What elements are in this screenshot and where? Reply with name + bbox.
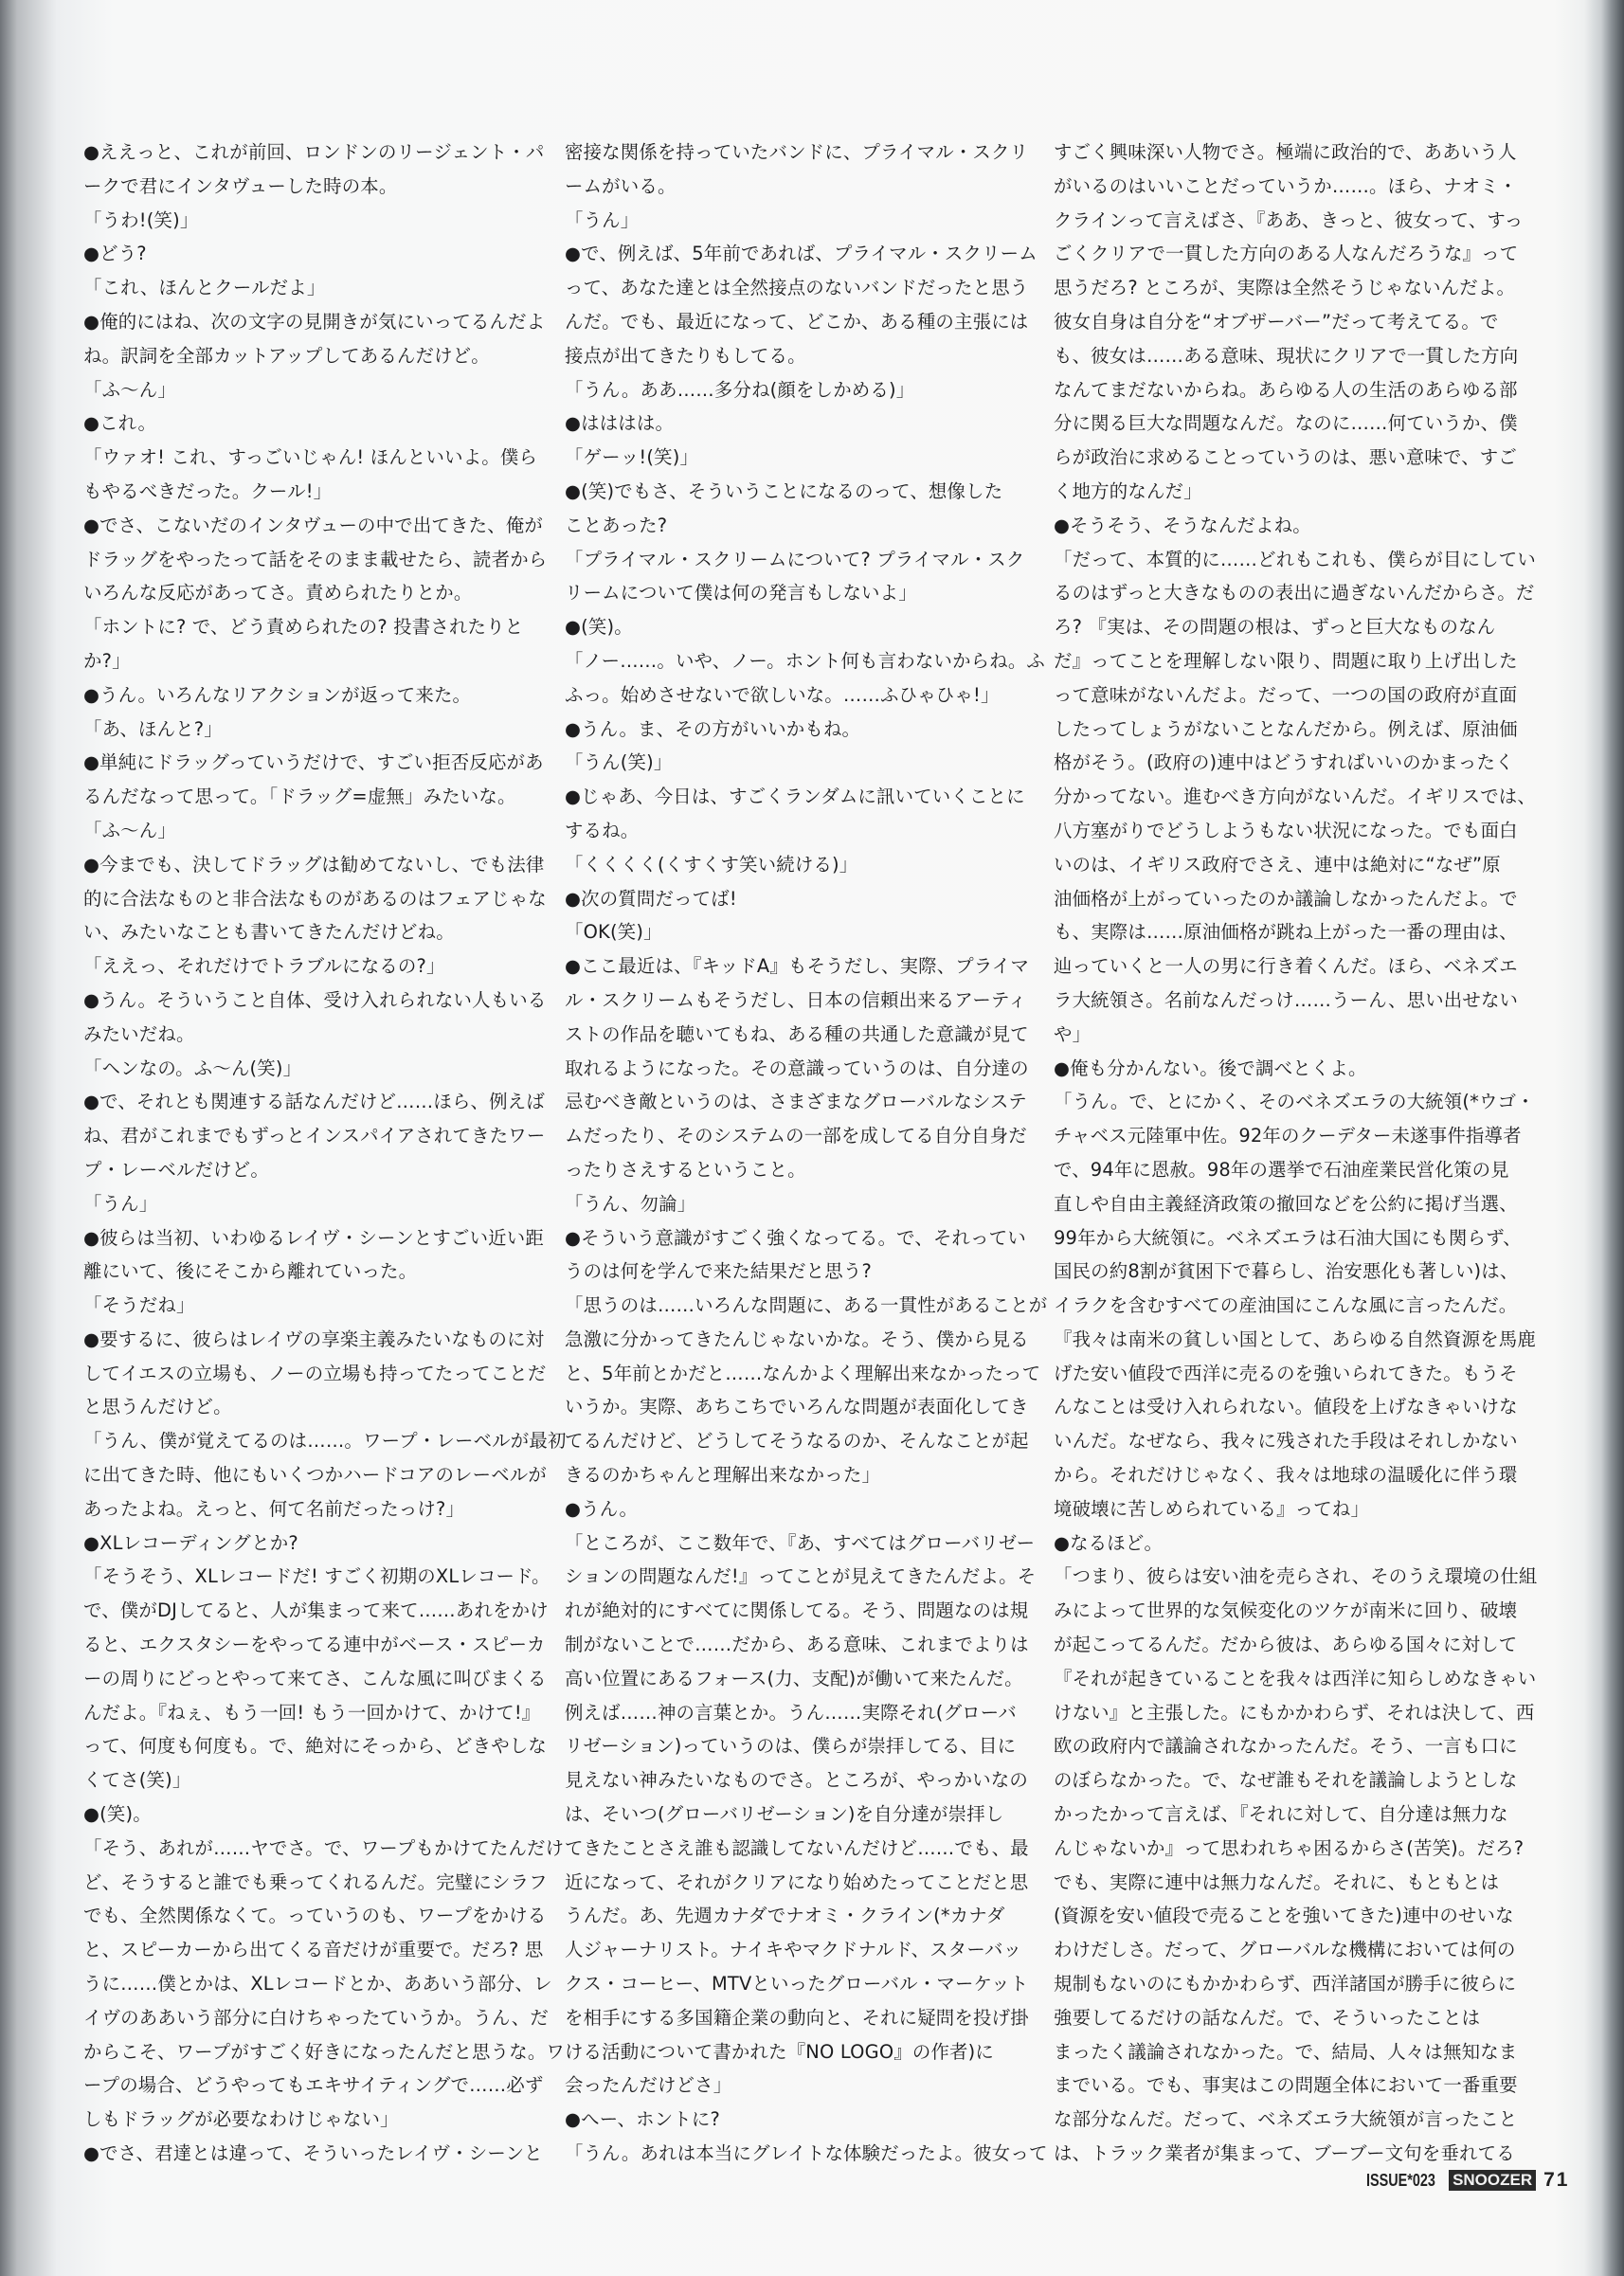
text-line: 「ノー……。いや、ノー。ホント何も言わないからね。ふ [565,649,1046,672]
text-line: 的に合法なものと非合法なものがあるのはフェアじゃな [83,887,547,910]
text-line: いろんな反応があってさ。責められたりとか。 [83,582,473,605]
text-line: は、トラック業者が集まって、ブーブー文句を垂れてる [1054,2142,1515,2165]
text-line: ープの場合、どうやってもエキサイティングで……必ず [83,2074,544,2097]
text-line: ドラッグをやったって話をそのまま載せたら、読者から [83,548,548,570]
text-line: 分に関る巨大な問題なんだ。なのに……何ていうか、僕 [1054,412,1518,435]
text-line: 「うん。で、とにかく、そのベネズエラの大統領(*ウゴ・ [1054,1091,1535,1113]
text-line: 見えない神みたいなものでさ。ところが、やっかいなの [565,1769,1028,1792]
text-line: ろ? 『実は、その問題の根は、ずっと巨大なものなん [1054,616,1496,639]
text-line: な部分なんだ。だって、ベネズエラ大統領が言ったこと [1054,2108,1518,2131]
text-line: は、そいつ(グローバリゼーション)を自分達が崇拝し [565,1803,1004,1826]
text-line: い、みたいなことも書いてきたんだけどね。 [83,921,455,944]
text-line: らが政治に求めることっていうのは、悪い意味で、すご [1054,446,1517,469]
text-line: ●(笑)でもさ、そういうことになるのって、想像した [565,479,1003,502]
text-line: って意味がないんだよ。だって、一つの国の政府が直面 [1054,683,1518,706]
text-line: と、スピーカーから出てくる音だけが重要で。だろ? 思 [83,1939,544,1961]
text-line: ●ここ最近は、『キッドA』もそうだし、実際、プライマ [565,955,1030,978]
text-line: ことあった? [565,514,668,536]
text-line: ●で、例えば、5年前であれば、プライマル・スクリーム [565,243,1038,265]
text-line: ね。訳詞を全部カットアップしてあるんだけど。 [83,344,490,367]
text-line: 「ウァオ! これ、すっごいじゃん! ほんといいよ。僕ら [83,446,538,469]
text-line: もやるべきだった。クール!」 [83,479,333,502]
text-line: 境破壊に苦しめられている』ってね」 [1054,1497,1370,1520]
text-line: うのは何を学んで来た結果だと思う? [565,1260,872,1283]
text-line: ったりさえするということ。 [565,1158,806,1181]
text-line: 「あ、ほんと?」 [83,717,223,740]
text-line: 格がそう。(政府の)連中はどうすればいいのかまったく [1054,751,1514,774]
text-line: 「ふ〜ん」 [83,819,176,841]
text-line: く地方的なんだ」 [1054,479,1202,502]
text-line: 油価格が上がっていったのか議論しなかったんだよ。で [1054,887,1518,910]
text-line: 接点が出てきたりもしてる。 [565,344,806,367]
text-line: イヴのああいう部分に白けちゃったていうか。うん、だ [83,2006,549,2029]
text-line: ●そういう意識がすごく強くなってる。で、それってい [565,1226,1026,1249]
text-line: ●次の質問だってば! [565,887,737,910]
text-line: 「思うのは……いろんな問題に、ある一貫性があることが [565,1294,1048,1317]
text-line: てきたことさえ誰も認識してないんだけど……でも、最 [565,1836,1029,1859]
text-line: ●へー、ホントに? [565,2108,720,2131]
text-line: 「うん」 [565,208,640,231]
text-line: リームについて僕は何の発言もしないよ」 [565,582,917,605]
text-line: 「うわ!(笑)」 [83,208,199,231]
text-line: るんだなって思って。「ドラッグ=虚無」みたいな。 [83,786,516,808]
text-line: みによって世界的な気候変化のツケが南米に回り、破壊 [1054,1599,1518,1622]
text-line: 「ゲーッ!(笑)」 [565,446,699,469]
text-line: から。それだけじゃなく、我々は地球の温暖化に伴う環 [1054,1464,1518,1487]
text-line: 辿っていくと一人の男に行き着くんだ。ほら、ベネズエ [1054,955,1518,978]
text-line: と、5年前とかだと……なんかよく理解出来なかったって [565,1362,1041,1384]
text-line: みたいだね。 [83,1022,195,1045]
text-line: だ』ってことを理解しない限り、問題に取り上げ出した [1054,649,1518,672]
text-line: で、94年に恩赦。98年の選挙で石油産業民営化策の見 [1054,1158,1509,1181]
text-line: や」 [1054,1022,1092,1045]
text-line: ふっ。始めさせないで欲しいな。……ふひゃひゃ!」 [565,683,1000,706]
text-line: がいるのはいいことだっていうか……。ほら、ナオミ・ [1054,174,1518,197]
text-line: 「うん、勿論」 [565,1192,696,1215]
text-line: リゼーション)っていうのは、僕らが崇拝してる、目に [565,1735,1017,1758]
text-line: ーの周りにどっとやって来てさ、こんな風に叫びまくる [83,1667,547,1689]
text-line: 「そうだね」 [83,1294,195,1317]
page-number: 71 [1543,2169,1570,2191]
text-line: 「これ、ほんとクールだよ」 [83,277,326,299]
text-line: うんだ。あ、先週カナダでナオミ・クライン(*カナダ [565,1905,1005,1927]
text-line: 八方塞がりでどうしようもない状況になった。でも面白 [1054,819,1518,841]
text-line: 分かってない。進むべき方向がないんだ。イギリスでは、 [1054,786,1536,808]
text-line: 直しや自由主義経済政策の撤回などを公約に掲げ当選、 [1054,1192,1518,1215]
text-column-3 [1054,135,1538,2171]
text-line: 高い位置にあるフォース(力、支配)が働いて来たんだ。 [565,1667,1023,1689]
text-line: 「うん。ああ……多分ね(顔をしかめる)」 [565,378,915,401]
text-line: ションの問題なんだ!』ってことが見えてきたんだよ。そ [565,1565,1037,1588]
text-line: (資源を安い値段で売ることを強いてきた)連中のせいな [1054,1905,1514,1927]
text-line: わけだしさ。だって、グローバルな機構においては何の [1054,1939,1516,1961]
text-line: すごく興味深い人物でさ。極端に政治的で、ああいう人 [1054,141,1517,163]
text-line: ●でさ、君達とは違って、そういったレイヴ・シーンと [83,2142,543,2165]
text-line: 離にいて、後にそこから離れていった。 [83,1260,418,1283]
text-line: うに……僕とかは、XLレコードとか、ああいう部分、レ [83,1973,552,1996]
text-line: 『それが起きていることを我々は西洋に知らしめなきゃい [1054,1667,1537,1689]
text-line: 近になって、それがクリアになり始めたってことだと思 [565,1870,1029,1893]
text-line: 「くくくく(くすくす笑い続ける)」 [565,853,858,876]
text-line: てるんだけど、どうしてそうなるのか、そんなことが起 [565,1430,1029,1453]
text-line: いうか。実際、あちこちでいろんな問題が表面化してき [565,1396,1029,1418]
issue-number: ISSUE*023 [1366,2170,1435,2190]
text-line: ●単純にドラッグっていうだけで、すごい拒否反応があ [83,751,544,774]
text-line: も、実際は……原油価格が跳ね上がった一番の理由は、 [1054,921,1518,944]
text-line: ル・スクリームもそうだし、日本の信頼出来るアーティ [565,988,1027,1011]
text-line: げた安い値段で西洋に売るのを強いられてきた。もうそ [1054,1362,1518,1384]
text-line: 人ジャーナリスト。ナイキやマクドナルド、スターバッ [565,1939,1022,1961]
text-line: ●なるほど。 [1054,1531,1164,1554]
text-line: で、僕がDJしてると、人が集まって来て……あれをかけ [83,1599,549,1622]
text-line: のぼらなかった。で、なぜ誰もそれを議論しようとしな [1054,1769,1518,1792]
text-line: 強要してるだけの話なんだ。で、そういったことは [1054,2006,1481,2029]
text-line: に出てきた時、他にもいくつかハードコアのレーベルが [83,1464,547,1487]
text-line: 「うん(笑)」 [565,751,673,774]
text-line: けない』と主張した。にもかかわらず、それは決して、西 [1054,1701,1535,1724]
text-line: ームがいる。 [565,174,677,197]
page-footer [1366,2169,1569,2192]
text-line: ●うん。いろんなリアクションが返って来た。 [83,683,472,706]
text-line: か?」 [83,649,131,672]
text-line: んなことは受け入れられない。値段を上げなきゃいけな [1054,1396,1518,1418]
text-line: 「ホントに? で、どう責められたの? 投書されたりと [83,616,524,639]
text-line: 規制もないのにもかかわらず、西洋諸国が勝手に彼らに [1054,1973,1517,1996]
text-line: ●俺も分かんない。後で調べとくよ。 [1054,1057,1367,1079]
text-line: ●俺的にはね、次の文字の見開きが気にいってるんだよ [83,310,546,333]
text-line: 欧の政府内で議論されなかったんだ。そう、一言も口に [1054,1735,1518,1758]
text-line: ●XLレコーディングとか? [83,1531,298,1554]
text-line: 密接な関係を持っていたバンドに、プライマル・スクリ [565,141,1029,163]
text-line: 『我々は南米の貧しい国として、あらゆる自然資源を馬鹿 [1054,1328,1536,1350]
text-line: ●うん。ま、その方がいいかもね。 [565,717,861,740]
text-line: したってしょうがないことなんだから。例えば、原油価 [1054,717,1518,740]
text-line: 「うん」 [83,1192,158,1215]
text-line: れが絶対的にすべてに関係してる。そう、問題なのは規 [565,1599,1029,1622]
text-line: くてさ(笑)」 [83,1769,191,1792]
text-line: ●これ。 [83,412,157,435]
text-line: いんだ。なぜなら、我々に残された手段はそれしかない [1054,1430,1518,1453]
text-line: ●彼らは当初、いわゆるレイヴ・シーンとすごい近い距 [83,1226,544,1249]
text-line: が起こってるんだ。だから彼は、あらゆる国々に対して [1054,1634,1518,1656]
text-line: 制がないことで……だから、ある意味、これまでよりは [565,1634,1029,1656]
text-line: 「だって、本質的に……どれもこれも、僕らが目にしてい [1054,548,1536,570]
text-line: と思うんだけど。 [83,1396,232,1418]
text-line: 「つまり、彼らは安い油を売らされ、そのうえ環境の仕組 [1054,1565,1538,1588]
text-line: ●じゃあ、今日は、すごくランダムに訊いていくことに [565,786,1025,808]
text-line: プ・レーベルだけど。 [83,1158,269,1181]
text-line: ●うん。そういうこと自体、受け入れられない人もいる [83,988,547,1011]
text-line: も、彼女は……ある意味、現状にクリアで一貫した方向 [1054,344,1519,367]
text-line: ●ええっと、これが前回、ロンドンのリージェント・パ [83,141,545,163]
text-line: って、何度も何度も。で、絶対にそっから、どきやしな [83,1735,547,1758]
text-line: まったく議論されなかった。で、結局、人々は無知なま [1054,2040,1518,2063]
text-line: 「ええっ、それだけでトラブルになるの?」 [83,955,445,978]
text-line: 急激に分かってきたんじゃないかな。そう、僕から見る [565,1328,1029,1350]
text-line: きるのかちゃんと理解出来なかった」 [565,1464,881,1487]
text-line: いのは、イギリス政府でさえ、連中は絶対に“なぜ”原 [1054,853,1501,876]
text-line: 「ふ〜ん」 [83,378,176,401]
text-line: 会ったんだけどさ」 [565,2074,732,2097]
text-line: ●で、それとも関連する話なんだけど……ほら、例えば [83,1091,545,1113]
text-line: ●はははは。 [565,412,675,435]
text-line: しもドラッグが必要なわけじゃない」 [83,2108,399,2131]
text-line: ●(笑)。 [83,1803,152,1826]
text-line: 取れるようになった。その意識っていうのは、自分達の [565,1057,1029,1079]
text-line: んだよ。『ねぇ、もう一回! もう一回かけて、かけて!』 [83,1701,541,1724]
text-line: してイエスの立場も、ノーの立場も持ってたってことだ [83,1362,547,1384]
text-line: ラ大統領さ。名前なんだっけ……うーん、思い出せない [1054,988,1519,1011]
text-line: でも、全然関係なくて。っていうのも、ワープをかける [83,1905,547,1927]
text-line: ●うん。 [565,1497,639,1520]
text-line: を相手にする多国籍企業の動向と、それに疑問を投げ掛 [565,2006,1029,2029]
text-line: 思うだろ? ところが、実際は全然そうじゃないんだよ。 [1054,277,1516,299]
text-line: クラインって言えばさ、『ああ、きっと、彼女って、すっ [1054,208,1524,231]
text-line: 国民の約8割が貧困下で暮らし、治安悪化も著しい)は、 [1054,1260,1519,1283]
text-line: あったよね。えっと、何て名前だったっけ?」 [83,1497,465,1520]
text-line: るのはずっと大きなものの表出に過ぎないんだからさ。だ [1054,582,1535,605]
text-line: ●(笑)。 [565,616,633,639]
text-column-1 [83,135,567,2171]
text-line: 「ヘンなの。ふ〜ん(笑)」 [83,1057,302,1079]
text-line: 彼女自身は自分を“オブザーバー”だって考えてる。で [1054,310,1499,333]
text-line: んだ。でも、最近になって、どこか、ある種の主張には [565,310,1029,333]
text-line: 99年から大統領に。ベネズエラは石油大国にも関らず、 [1054,1226,1522,1249]
text-line: でも、実際に連中は無力なんだ。それに、もともとは [1054,1870,1500,1893]
text-line: ●そうそう、そうなんだよね。 [1054,514,1311,536]
text-line: イラクを含むすべての産油国にこんな風に言ったんだ。 [1054,1294,1518,1317]
magazine-logo: SNOOZER [1449,2170,1536,2191]
text-line: までいる。でも、事実はこの問題全体において一番重要 [1054,2074,1518,2097]
text-line: するね。 [565,819,640,841]
text-line: ける活動について書かれた『NO LOGO』の作者)に [565,2040,995,2063]
text-line: 「ところが、ここ数年で、『あ、すべてはグローバリゼー [565,1531,1036,1554]
text-line: 「うん。あれは本当にグレイトな体験だったよ。彼女って [565,2142,1048,2165]
text-line: って、あなた達とは全然接点のないバンドだったと思う [565,277,1029,299]
text-line: からこそ、ワープがすごく好きになったんだと思うな。ワ [83,2040,565,2063]
text-line: 「うん、僕が覚えてるのは……。ワープ・レーベルが最初 [83,1430,567,1453]
text-line: ど、そうすると誰でも乗ってくれるんだ。完璧にシラフ [83,1870,548,1893]
text-line: ムだったり、そのシステムの一部を成してる自分自身だ [565,1125,1027,1147]
text-line: ●でさ、こないだのインタヴューの中で出てきた、俺が [83,514,543,536]
text-column-2 [565,135,1048,2171]
text-line: 例えば……神の言葉とか。うん……実際それ(グローバ [565,1701,1017,1724]
text-line: なんてまだないからね。あらゆる人の生活のあらゆる部 [1054,378,1518,401]
text-line: 「そうそう、XLレコードだ! すごく初期のXLレコード。 [83,1565,550,1588]
text-line: かったかって言えば、『それに対して、自分達は無力な [1054,1803,1508,1826]
text-line: 「そう、あれが……ヤでさ。で、ワープもかけてたんだけ [83,1836,565,1859]
text-line: ●要するに、彼らはレイヴの享楽主義みたいなものに対 [83,1328,545,1350]
text-line: 「OK(笑)」 [565,921,662,944]
text-line: 「プライマル・スクリームについて? プライマル・スク [565,548,1025,570]
text-line: ストの作品を聴いてもね、ある種の共通した意識が見て [565,1022,1029,1045]
text-line: クス・コーヒー、MTVといったグローバル・マーケット [565,1973,1029,1996]
text-line: ごくクリアで一貫した方向のある人なんだろうな』って [1054,243,1519,265]
text-line: ると、エクスタシーをやってる連中がベース・スピーカ [83,1634,546,1656]
text-line: 忌むべき敵というのは、さまざまなグローバルなシステ [565,1091,1027,1113]
text-line: ●今までも、決してドラッグは勧めてないし、でも法律 [83,853,545,876]
text-line: ●どう? [83,243,147,265]
text-line: ークで君にインタヴューした時の本。 [83,174,398,197]
text-line: ね、君がこれまでもずっとインスパイアされてきたワー [83,1125,546,1147]
text-line: んじゃないか』って思われちゃ困るからさ(苦笑)。だろ? [1054,1836,1525,1859]
text-line: チャベス元陸軍中佐。92年のクーデター未遂事件指導者 [1054,1125,1522,1147]
